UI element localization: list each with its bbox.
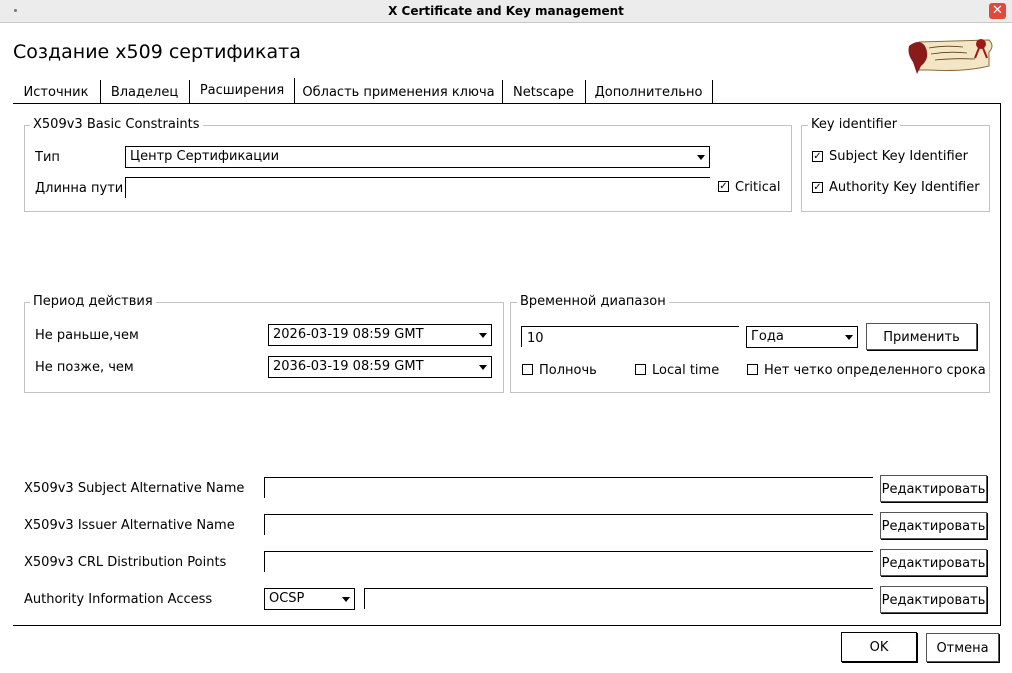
cancel-button[interactable]: Отмена bbox=[926, 633, 999, 662]
chevron-down-icon bbox=[479, 333, 487, 338]
validity-group bbox=[24, 302, 504, 393]
tab-netscape[interactable]: Netscape bbox=[513, 85, 574, 100]
crl-input[interactable] bbox=[264, 551, 873, 572]
not-before-label: Не раньше,чем bbox=[35, 328, 139, 343]
aia-input[interactable] bbox=[364, 588, 873, 609]
critical-label: Critical bbox=[735, 180, 781, 195]
basic-constraints-group bbox=[24, 125, 792, 212]
tab-bar-border bbox=[294, 103, 1001, 104]
san-label: X509v3 Subject Alternative Name bbox=[24, 481, 245, 496]
time-unit-value: Года bbox=[751, 329, 784, 344]
not-after-datetime[interactable] bbox=[268, 356, 492, 378]
tab-source[interactable]: Источник bbox=[23, 85, 89, 100]
chevron-down-icon bbox=[479, 365, 487, 370]
not-after-label: Не позже, чем bbox=[35, 360, 134, 375]
tab-extensions[interactable]: Расширения bbox=[199, 83, 285, 98]
checkmark-icon: ✓ bbox=[813, 151, 822, 162]
time-amount-input[interactable] bbox=[521, 326, 739, 347]
panel-border bbox=[13, 625, 1001, 626]
no-expiry-label: Нет четко определенного срока bbox=[764, 363, 986, 378]
time-amount-value: 10 bbox=[527, 331, 544, 346]
key-identifier-group bbox=[801, 125, 990, 212]
ian-input[interactable] bbox=[264, 514, 873, 535]
not-before-datetime[interactable] bbox=[268, 324, 492, 346]
checkmark-icon: ✓ bbox=[719, 181, 728, 192]
subject-key-identifier-label: Subject Key Identifier bbox=[829, 149, 968, 164]
subject-key-identifier-checkbox[interactable] bbox=[812, 151, 823, 162]
midnight-checkbox[interactable] bbox=[522, 364, 533, 375]
no-expiry-checkbox[interactable] bbox=[747, 364, 758, 375]
checkmark-icon: ✓ bbox=[813, 182, 822, 193]
tab-divider bbox=[712, 80, 713, 104]
key-identifier-title: Key identifier bbox=[808, 117, 900, 132]
close-icon[interactable]: ✕ bbox=[989, 3, 1006, 19]
ok-button[interactable]: OK bbox=[841, 632, 917, 662]
chevron-down-icon bbox=[342, 597, 350, 602]
local-time-label: Local time bbox=[652, 363, 720, 378]
tab-owner[interactable]: Владелец bbox=[110, 85, 179, 100]
type-select-value: Центр Сертификации bbox=[130, 149, 280, 164]
window-title: X Certificate and Key management bbox=[388, 4, 624, 18]
chevron-down-icon bbox=[697, 155, 705, 160]
authority-key-identifier-label: Authority Key Identifier bbox=[829, 180, 980, 195]
xca-scroll-logo bbox=[905, 36, 997, 76]
aia-type-select[interactable] bbox=[264, 588, 355, 610]
path-length-label: Длинна пути bbox=[35, 181, 124, 196]
san-input[interactable] bbox=[264, 477, 873, 498]
tab-bar-border bbox=[13, 103, 295, 104]
tab-key-usage[interactable]: Область применения ключа bbox=[302, 85, 495, 100]
san-edit-button[interactable]: Редактировать bbox=[880, 475, 987, 502]
chevron-down-icon bbox=[845, 335, 853, 340]
authority-key-identifier-checkbox[interactable] bbox=[812, 182, 823, 193]
time-range-title: Временной диапазон bbox=[517, 294, 669, 309]
apply-button[interactable]: Применить bbox=[866, 323, 977, 350]
not-before-value: 2026-03-19 08:59 GMT bbox=[273, 327, 424, 342]
type-label: Тип bbox=[35, 150, 60, 165]
tab-advanced[interactable]: Дополнительно bbox=[594, 85, 703, 100]
time-unit-select[interactable] bbox=[746, 326, 858, 348]
local-time-checkbox[interactable] bbox=[635, 364, 646, 375]
aia-label: Authority Information Access bbox=[24, 592, 213, 607]
type-select[interactable] bbox=[125, 146, 710, 168]
midnight-label: Полночь bbox=[539, 363, 597, 378]
aia-edit-button[interactable]: Редактировать bbox=[880, 586, 987, 613]
validity-title: Период действия bbox=[30, 294, 156, 309]
tab-divider bbox=[294, 78, 295, 104]
crl-label: X509v3 CRL Distribution Points bbox=[24, 555, 227, 570]
panel-border bbox=[1000, 103, 1001, 626]
crl-edit-button[interactable]: Редактировать bbox=[880, 549, 987, 576]
critical-checkbox[interactable] bbox=[718, 181, 729, 192]
ian-edit-button[interactable]: Редактировать bbox=[880, 512, 987, 539]
basic-constraints-title: X509v3 Basic Constraints bbox=[30, 117, 203, 132]
dialog-title: Создание x509 сертификата bbox=[13, 41, 301, 63]
not-after-value: 2036-03-19 08:59 GMT bbox=[273, 359, 424, 374]
ian-label: X509v3 Issuer Alternative Name bbox=[24, 518, 235, 533]
path-length-input[interactable] bbox=[125, 177, 710, 198]
aia-type-value: OCSP bbox=[269, 591, 305, 606]
